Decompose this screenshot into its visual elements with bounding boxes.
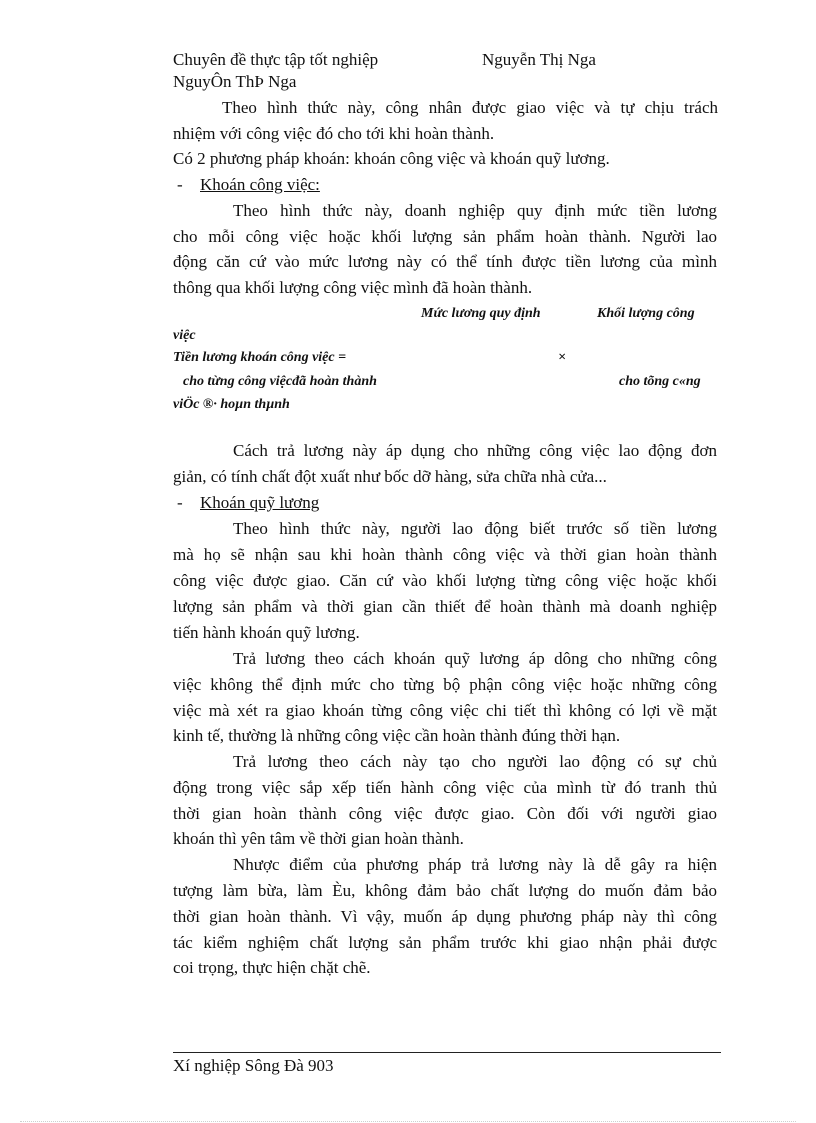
section1-p1-line-3: động căn cứ vào mức lương này có thể tính được tiền lương của mình <box>173 252 717 271</box>
section1-p1-line-2: cho mỗi công việc hoặc khối lượng sản phẩm hoàn thành. Người lao <box>173 227 717 246</box>
section2-p1-line-1: Theo hình thức này, người lao động biết trước số tiền lương <box>233 519 717 538</box>
section2-p1-line-5: tiến hành khoán quỹ lương. <box>173 623 360 642</box>
header-author-garbled: NguyÔn ThÞ Nga <box>173 72 297 91</box>
formula-bottom-b: cho tõng c«ng <box>619 374 701 389</box>
formula-top-a: Mức lương quy định <box>421 306 541 321</box>
section1-heading: Khoán công việc: <box>200 175 320 194</box>
section2-p2-line-3: việc mà xét ra giao khoán từng công việc chi tiết thì không có lợi về mặt <box>173 701 717 720</box>
section2-heading: Khoán quỹ lương <box>200 493 320 512</box>
section2-p3-line-2: động trong việc sắp xếp tiến hành công việc của mình từ đó tranh thủ <box>173 778 717 797</box>
formula-bottom-c: viÖc ®· hoµn thµnh <box>173 397 290 412</box>
section2-p2-line-2: việc không thể định mức cho từng bộ phận công việc hoặc những công <box>173 675 717 694</box>
section1-p2-line-1: Cách trả lương này áp dụng cho những công việc lao động đơn <box>233 441 717 460</box>
footer-company: Xí nghiệp Sông Đà 903 <box>173 1056 334 1075</box>
section2-p4-line-5: coi trọng, thực hiện chặt chẽ. <box>173 958 371 977</box>
section2-p4-line-4: tác kiểm nghiệm chất lượng sản phẩm trước khi giao nhận phải được <box>173 933 717 952</box>
section2-p2-line-4: kinh tế, thường là những công việc cần hoàn thành đúng thời hạn. <box>173 726 621 745</box>
header-author: Nguyễn Thị Nga <box>482 50 596 69</box>
section2-p1-line-4: lượng sản phẩm và thời gian cần thiết để hoàn thành mà doanh nghiệp <box>173 597 717 616</box>
section2-p1-line-3: công việc được giao. Căn cứ vào khối lượng từng công việc hoặc khối <box>173 571 717 590</box>
section2-bullet: - <box>177 493 183 512</box>
intro-line-3: Có 2 phương pháp khoán: khoán công việc và khoán quỹ lương. <box>173 149 610 168</box>
header-title: Chuyên đề thực tập tốt nghiệp <box>173 50 379 69</box>
section2-p2-line-1: Trả lương theo cách khoán quỹ lương áp dông cho những công <box>233 649 717 668</box>
intro-line-1: Theo hình thức này, công nhân được giao việc và tự chịu trách <box>222 98 718 117</box>
section1-bullet: - <box>177 175 183 194</box>
footer-rule <box>173 1052 721 1053</box>
section2-p3-line-3: thời gian hoàn thành công việc được giao. Còn đối với người giao <box>173 804 717 823</box>
formula-top-b: Khối lượng công <box>597 306 695 321</box>
section2-p3-line-4: khoán thì yên tâm về thời gian hoàn thành. <box>173 829 464 848</box>
section2-p4-line-2: tượng làm bừa, làm Èu, không đảm bảo chất lượng do muốn đảm bảo <box>173 881 717 900</box>
section2-p4-line-3: thời gian hoàn thành. Vì vậy, muốn áp dụng phương pháp này thì công <box>173 907 717 926</box>
section2-p3-line-1: Trả lương theo cách này tạo cho người lao động có sự chủ <box>233 752 717 771</box>
section1-p1-line-1: Theo hình thức này, doanh nghiệp quy định mức tiền lương <box>233 201 717 220</box>
formula-bottom-a: cho từng công việcđã hoàn thành <box>183 374 377 389</box>
section2-p4-line-1: Nhược điểm của phương pháp trả lương này là dễ gây ra hiện <box>233 855 717 874</box>
formula-top-c: việc <box>173 328 196 343</box>
page-bottom-border <box>20 1121 796 1122</box>
section1-p2-line-2: giản, có tính chất đột xuất như bốc dỡ hàng, sửa chữa nhà cửa... <box>173 467 607 486</box>
section1-p1-line-4: thông qua khối lượng công việc mình đã hoàn thành. <box>173 278 533 297</box>
section2-p1-line-2: mà họ sẽ nhận sau khi hoàn thành công việc và thời gian hoàn thành <box>173 545 717 564</box>
formula-times: × <box>558 350 566 365</box>
formula-left: Tiền lương khoán công việc = <box>173 350 347 365</box>
intro-line-2: nhiệm với công việc đó cho tới khi hoàn thành. <box>173 124 495 143</box>
